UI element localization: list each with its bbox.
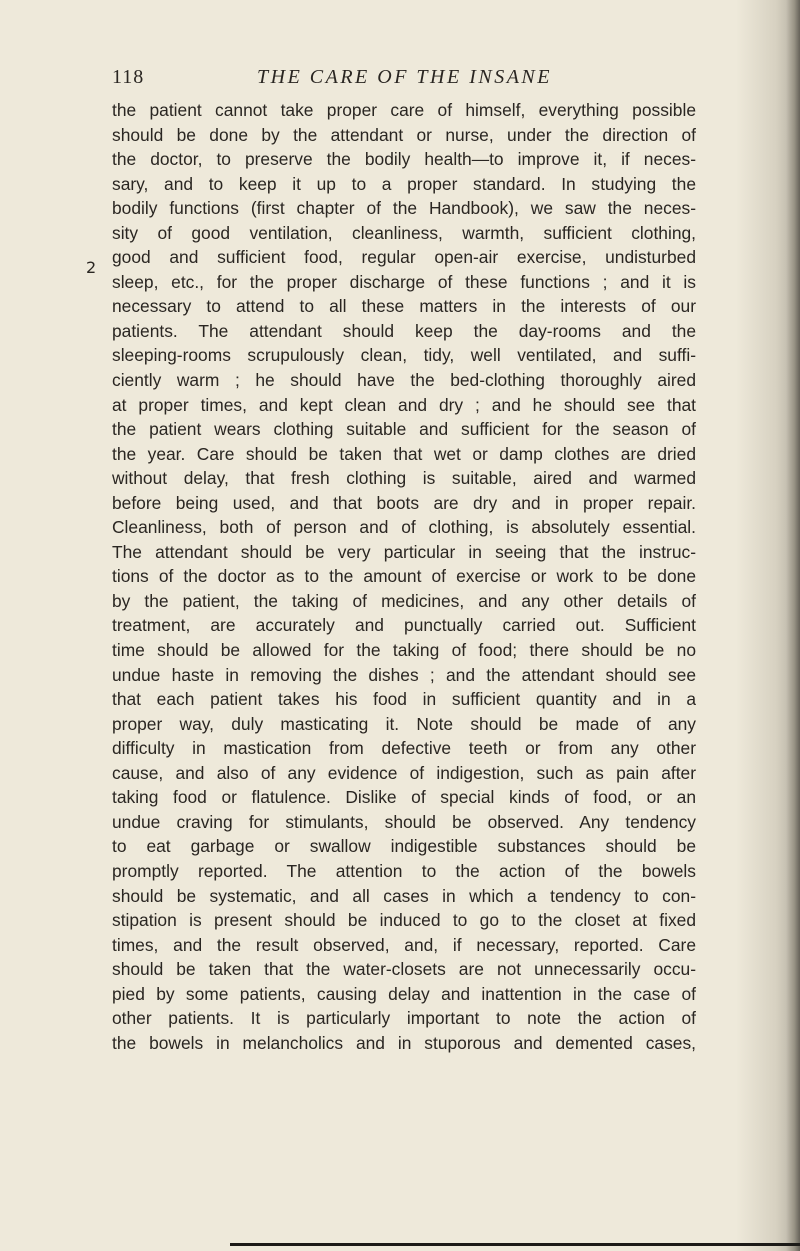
text-line: sary, and to keep it up to a proper standard. In studying the [112,173,696,194]
text-line: ciently warm ; he should have the bed-clothing thoroughly aired [112,370,696,391]
page-edge-shadow [786,0,800,1251]
text-line: should be systematic, and all cases in which a tendency to con- [112,885,696,906]
text-line: cause, and also of any evidence of indigestion, such as pain after [112,762,696,783]
text-line: by the patient, the taking of medicines, and any other details of [112,590,696,611]
bottom-rule [230,1243,800,1246]
text-line: without delay, that fresh clothing is suitable, aired and warmed [112,468,696,489]
margin-note: 2 [86,258,97,277]
text-line: tions of the doctor as to the amount of exercise or work to be done [112,566,696,587]
text-line: should be taken that the water-closets are not unnecessarily occu- [112,959,696,980]
text-line: undue craving for stimulants, should be observed. Any tendency [112,811,696,832]
text-line: that each patient takes his food in sufficient quantity and in a [112,689,696,710]
text-line: before being used, and that boots are dry and in proper repair. [112,492,696,513]
text-line: necessary to attend to all these matters in the interests of our [112,296,696,317]
text-line: time should be allowed for the taking of food; there should be no [112,640,696,661]
text-line: proper way, duly masticating it. Note should be made of any [112,713,696,734]
text-line: the bowels in melancholics and in stuporous and demented cases, [112,1032,696,1053]
text-line: the doctor, to preserve the bodily health—to improve it, if neces- [112,149,696,170]
body-text [112,98,696,1055]
text-line: The attendant should be very particular in seeing that the instruc- [112,541,696,562]
text-line: bodily functions (first chapter of the Handbook), we saw the neces- [112,198,696,219]
text-line: promptly reported. The attention to the action of the bowels [112,860,696,881]
text-line: other patients. It is particularly important to note the action of [112,1008,696,1029]
text-line: undue haste in removing the dishes ; and the attendant should see [112,664,696,685]
page-header [112,66,692,98]
text-line: at proper times, and kept clean and dry ; and he should see that [112,394,696,415]
text-line: treatment, are accurately and punctually carried out. Sufficient [112,615,696,636]
page-number: 118 [112,66,145,88]
text-line: good and sufficient food, regular open-air exercise, undisturbed [112,247,696,268]
text-line: stipation is present should be induced to go to the closet at fixed [112,910,696,931]
text-line: to eat garbage or swallow indigestible substances should be [112,836,696,857]
text-line: pied by some patients, causing delay and inattention in the case of [112,983,696,1004]
text-line: sleeping-rooms scrupulously clean, tidy, well ventilated, and suffi- [112,345,696,366]
text-line: difficulty in mastication from defective teeth or from any other [112,738,696,759]
text-line: the year. Care should be taken that wet or damp clothes are dried [112,443,696,464]
text-line: patients. The attendant should keep the day-rooms and the [112,320,696,341]
text-line: Cleanliness, both of person and of clothing, is absolutely essential. [112,517,696,538]
text-line: sity of good ventilation, cleanliness, warmth, sufficient clothing, [112,222,696,243]
text-line: taking food or flatulence. Dislike of special kinds of food, or an [112,787,696,808]
running-title: THE CARE OF THE INSANE [257,66,552,88]
text-line: should be done by the attendant or nurse, under the direction of [112,124,696,145]
text-line: the patient wears clothing suitable and sufficient for the season of [112,419,696,440]
text-line: the patient cannot take proper care of himself, everything possible [112,100,696,120]
text-line: sleep, etc., for the proper discharge of these functions ; and it is [112,271,696,292]
text-line: times, and the result observed, and, if necessary, reported. Care [112,934,696,955]
